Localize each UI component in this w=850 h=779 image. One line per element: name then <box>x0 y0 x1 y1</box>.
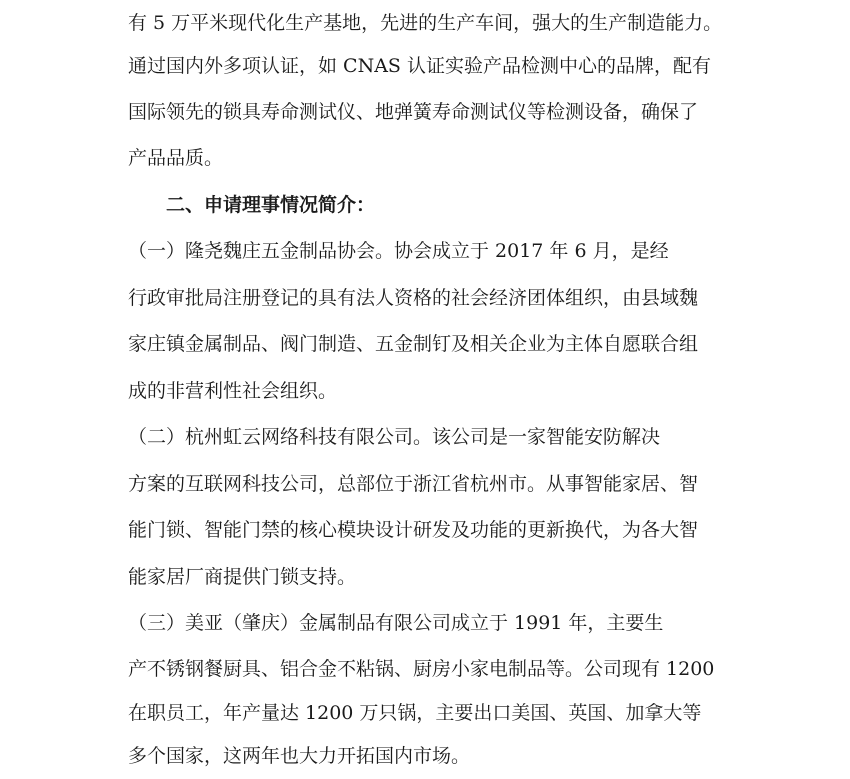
paragraph-line: 多个国家，这两年也大力开拓国内市场。 <box>128 745 471 767</box>
paragraph-line: 通过国内外多项认证，如 CNAS 认证实验产品检测中心的品牌，配有 <box>128 55 711 77</box>
paragraph-line: （一）隆尧魏庄五金制品协会。协会成立于 2017 年 6 月，是经 <box>128 240 669 262</box>
paragraph-line: 国际领先的锁具寿命测试仪、地弹簧寿命测试仪等检测设备，确保了 <box>128 101 699 123</box>
paragraph-line: 有 5 万平米现代化生产基地，先进的生产车间，强大的生产制造能力。 <box>128 12 723 34</box>
paragraph-line: 方案的互联网科技公司，总部位于浙江省杭州市。从事智能家居、智 <box>128 473 699 495</box>
paragraph-line: 能家居厂商提供门锁支持。 <box>128 566 357 588</box>
paragraph-line: 行政审批局注册登记的具有法人资格的社会经济团体组织，由县域魏 <box>128 287 699 309</box>
paragraph-line: （三）美亚（肇庆）金属制品有限公司成立于 1991 年，主要生 <box>128 612 664 634</box>
paragraph-line: 能门锁、智能门禁的核心模块设计研发及功能的更新换代，为各大智 <box>128 519 699 541</box>
paragraph-line: （二）杭州虹云网络科技有限公司。该公司是一家智能安防解决 <box>128 426 661 448</box>
paragraph-line: 产不锈钢餐厨具、铝合金不粘锅、厨房小家电制品等。公司现有 1200 <box>128 658 715 680</box>
section-heading: 二、申请理事情况简介： <box>166 194 376 216</box>
paragraph-line: 家庄镇金属制品、阀门制造、五金制钉及相关企业为主体自愿联合组 <box>128 333 699 355</box>
paragraph-line: 在职员工，年产量达 1200 万只锅，主要出口美国、英国、加拿大等 <box>128 702 702 724</box>
paragraph-line: 成的非营利性社会组织。 <box>128 380 338 402</box>
paragraph-line: 产品品质。 <box>128 147 224 169</box>
